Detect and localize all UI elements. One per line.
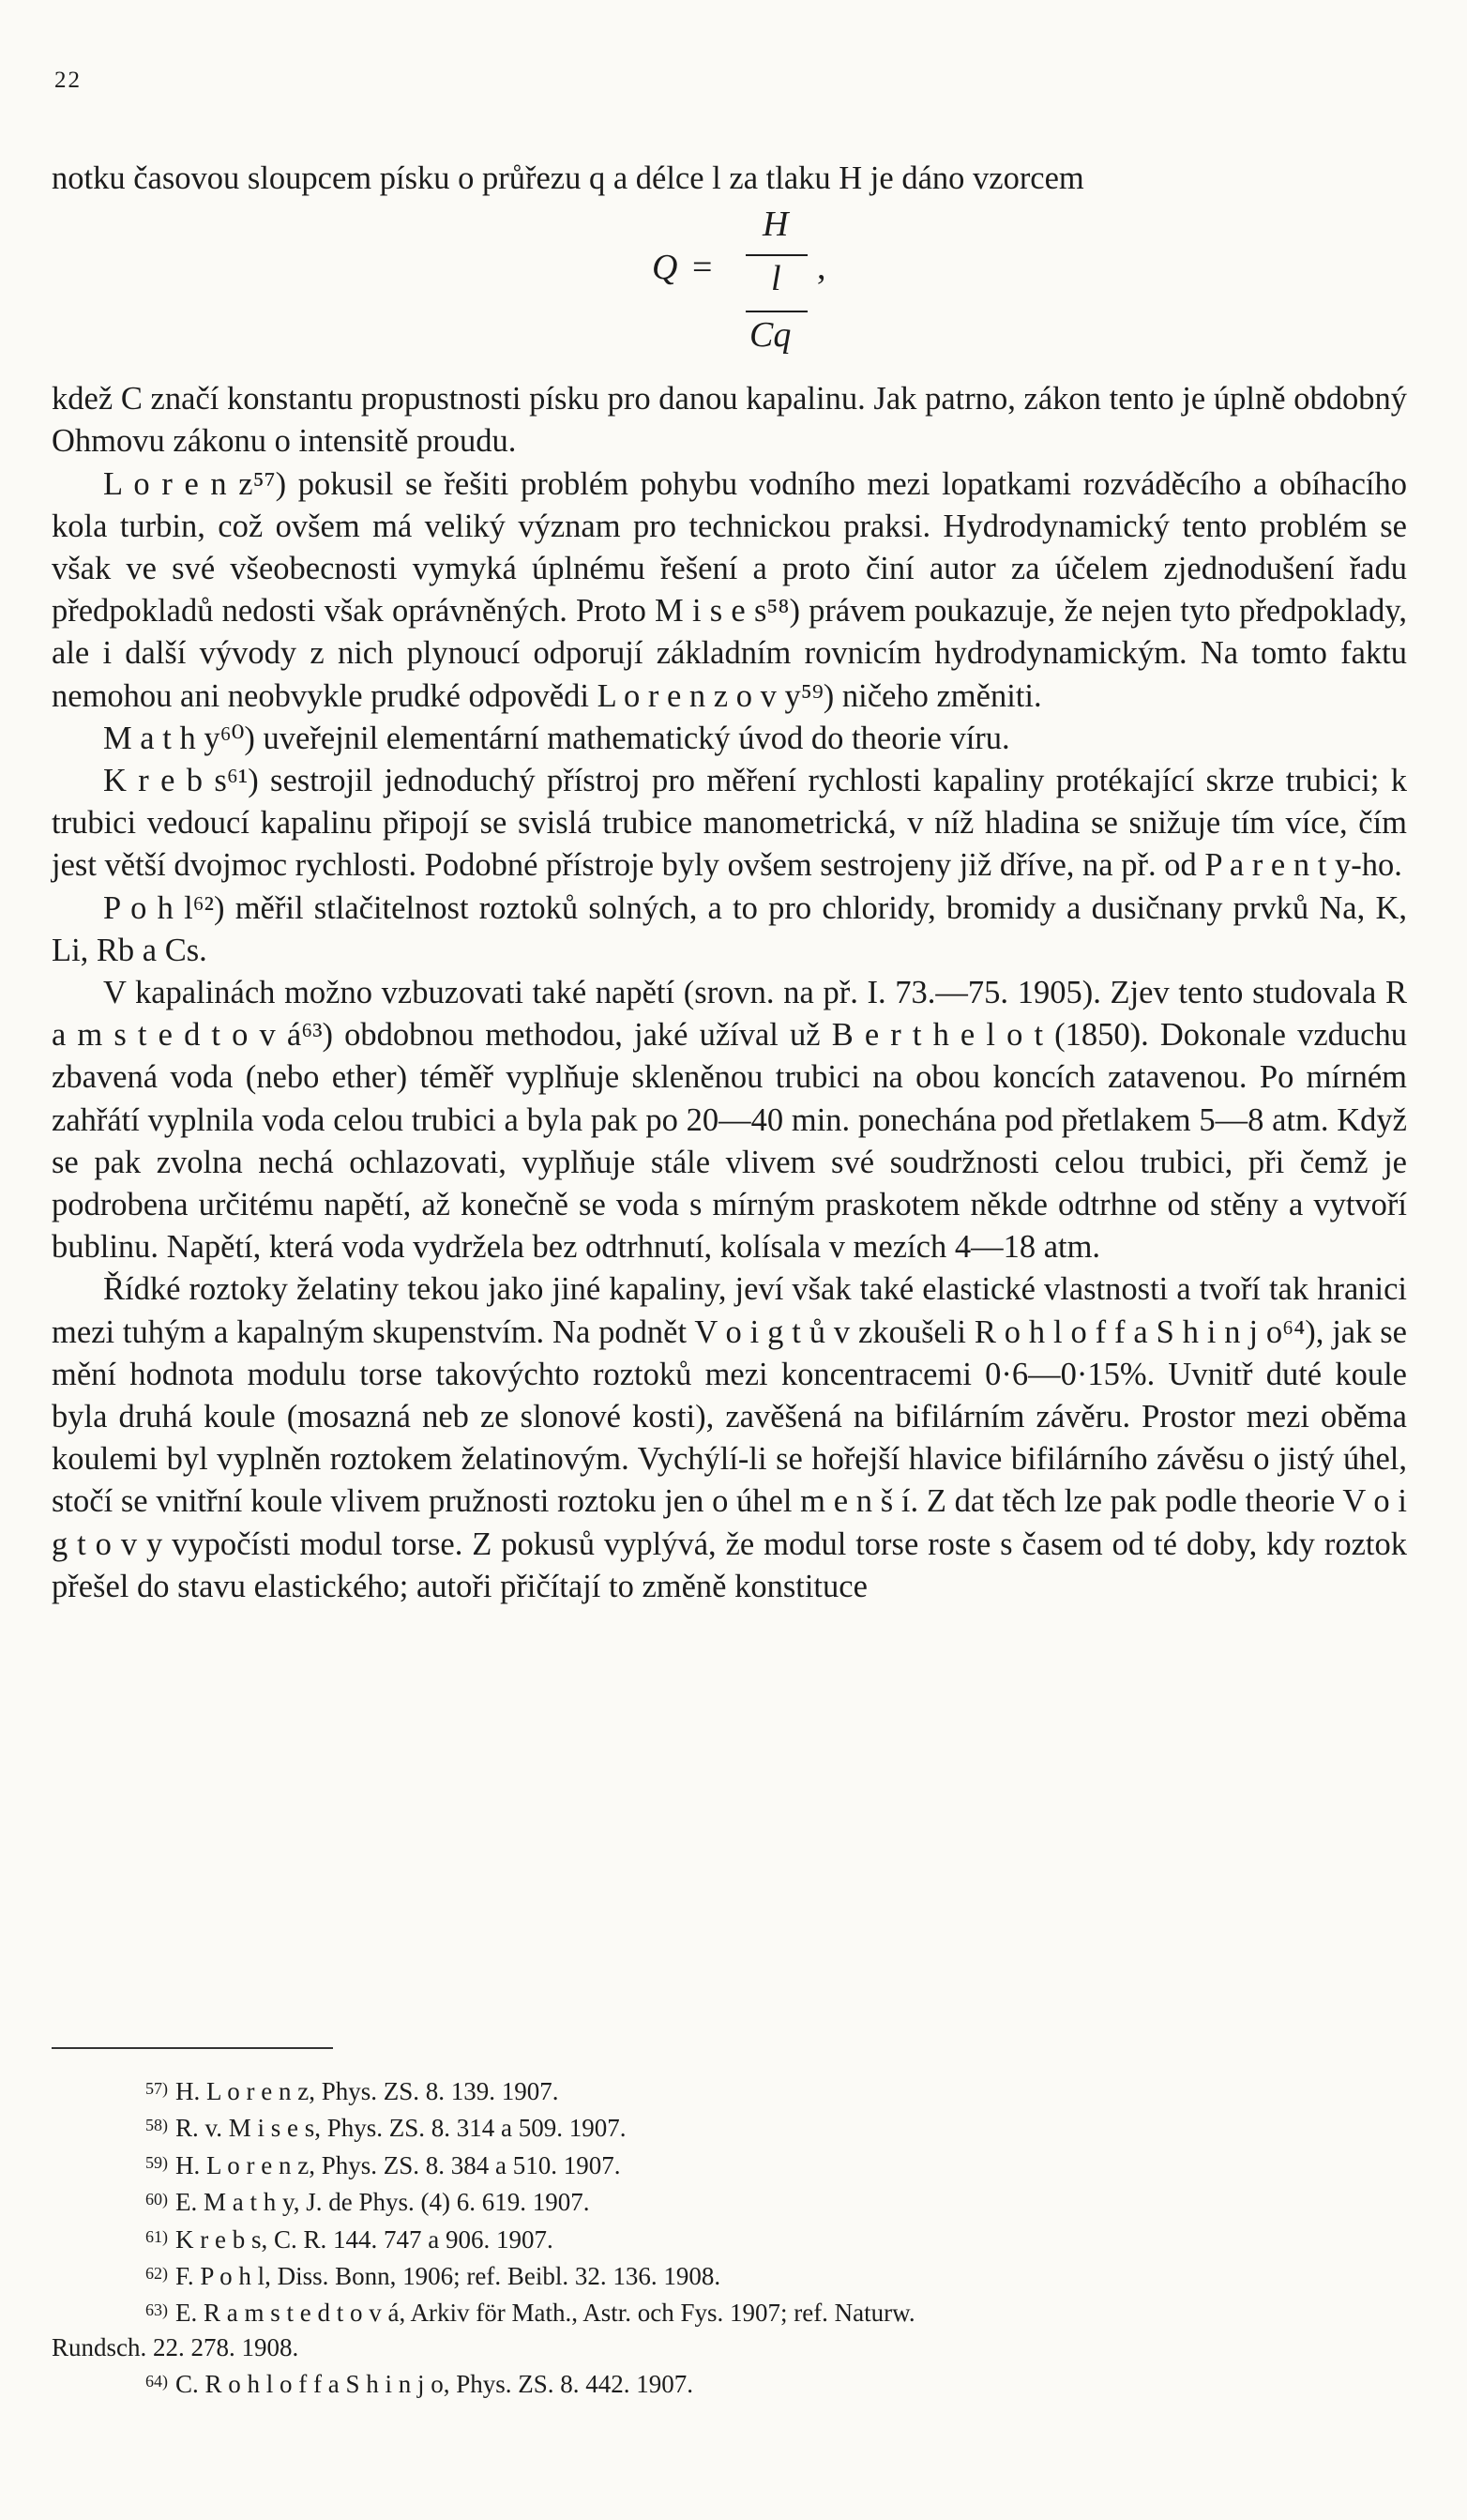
paragraph: K r e b s⁶¹) sestrojil jednoduchý přístroj pro měření rychlosti kapaliny protékající skrze trubici; k trubici vedoucí kapalinu připojí se svislá trubice manometrická, v níž hladina se snižuje tím více, čím jest větší dvojmoc rychlosti. Podobné přístroje byly ovšem sestrojeny již dříve, na př. od P a r e n t y-ho. [52, 763, 1407, 884]
formula [52, 205, 1407, 374]
footnote [52, 2182, 1407, 2219]
formula-denominator-top: l [771, 259, 781, 299]
paragraph: P o h l⁶²) měřil stlačitelnost roztoků solných, a to pro chloridy, bromidy a dusičnany prvků Na, K, Li, Rb a Cs. [52, 889, 1407, 968]
footnote-text: Rundsch. 22. 278. 1908. [52, 2332, 299, 2361]
formula-equals: = [692, 248, 713, 288]
footnote-text: R. v. M i s e s, Phys. ZS. 8. 314 a 509. 1907. [175, 2114, 627, 2143]
footnote-continuation [52, 2330, 1407, 2364]
footnote [52, 2256, 1407, 2293]
paragraph: Řídké roztoky želatiny tekou jako jiné kapaliny, jeví však také elastické vlastnosti a tvoří tak hranici mezi tuhým a kapalným skupenstvím. Na podnět V o i g t ů v zkoušeli R o h l o f f a S h i n j o⁶⁴), jak se mění hodnota modulu torse takovýchto roztoků mezi koncentracemi 0·6—0·15%. Uvnitř duté koule byla druhá koule (mosazná neb ze slonové kosti), zavěšená na bifilárním závěru. Prostor mezi oběma koulemi byl vyplněn roztokem želatinovým. Vychýlí-li se hořejší hlavice bifilárního závěsu o jistý úhel, stočí se vnitřní koule vlivem pružnosti roztoku jen o úhel m e n š í. Z dat těch lze pak podle theorie V o i g t o v y vypočísti modul torse. Z pokusů vyplývá, že modul torse roste s časem od té doby, kdy roztok přešel do stavu elastického; autoři přičítají to změně konstituce [52, 1271, 1407, 1604]
paragraph: V kapalinách možno vzbuzovati také napětí (srovn. na př. I. 73.—75. 1905). Zjev tento studovala R a m s t e d t o v á⁶³) obdobnou methodou, jaké užíval už B e r t h e l o t (1850). Dokonale vzduchu zbavená voda (nebo ether) téměř vyplňuje skleněnou trubici na obou koncích zatavenou. Po mírném zahřátí vyplnila voda celou trubici a byla pak po 20—40 min. ponechána pod přetlakem 5—8 atm. Když se pak zvolna nechá ochlazovati, vyplňuje stále vlivem své soudržnosti celou trubici, při čemž je podrobena určitému napětí, až konečně se voda s mírným praskotem někde odtrhne od stěny a vytvoří bublinu. Napětí, která voda vydržela bez odtrhnutí, kolísala v mezích 4—18 atm. [52, 975, 1407, 1266]
formula-lhs: Q [652, 248, 678, 288]
footnote-text: H. L o r e n z, Phys. ZS. 8. 139. 1907. [175, 2077, 559, 2105]
fraction-bar [746, 311, 808, 312]
body-text [52, 158, 1407, 1608]
footnote-mark: 58) [145, 2116, 168, 2135]
footnote-mark: 59) [145, 2152, 168, 2172]
footnote-text: E. R a m s t e d t o v á, Arkiv för Math., Astr. och Fys. 1907; ref. Naturw. [175, 2299, 915, 2328]
footnote [52, 2220, 1407, 2256]
footnote [52, 2072, 1407, 2108]
footnote-mark: 63) [145, 2300, 168, 2320]
footnote-text: E. M a t h y, J. de Phys. (4) 6. 619. 1907. [175, 2188, 590, 2217]
footnote [52, 2146, 1407, 2182]
footnote [52, 2108, 1407, 2145]
footnote-text: C. R o h l o f f a S h i n j o, Phys. ZS. 8. 442. 1907. [175, 2370, 694, 2399]
footnote [52, 2364, 1407, 2401]
footnote-mark: 60) [145, 2190, 168, 2209]
footnote-mark: 57) [145, 2079, 168, 2098]
intro-paragraph: notku časovou sloupcem písku o průřezu q a délce l za tlaku H je dáno vzorcem [52, 160, 1084, 196]
footnote-divider [52, 2047, 333, 2049]
footnote-text: F. P o h l, Diss. Bonn, 1906; ref. Beibl. 32. 136. 1908. [175, 2262, 721, 2291]
footnote-mark: 62) [145, 2264, 168, 2284]
footnote-text: H. L o r e n z, Phys. ZS. 8. 384 a 510. 1907. [175, 2150, 621, 2179]
formula-denominator-bottom: Cq [749, 315, 792, 356]
page-number: 22 [54, 68, 82, 93]
paragraph: L o r e n z⁵⁷) pokusil se řešiti problém pohybu vodního mezi lopatkami rozváděcího a obíhacího kola turbin, což ovšem má veliký význam pro technickou praksi. Hydrodynamický tento problém se však ve své všeobecnosti vymyká úplnému řešení a proto činí autor za účelem zjednodušení řadu předpokladů nedosti však oprávněných. Proto M i s e s⁵⁸) právem poukazuje, že nejen tyto předpoklady, ale i další vývody z nich plynoucí odporují základním rovnicím hydrodynamickým. Na tomto faktu nemohou ani neobvykle prudké odpovědi L o r e n z o v y⁵⁹) ničeho změniti. [52, 465, 1407, 714]
footnote-mark: 61) [145, 2226, 168, 2246]
formula-numerator: H [763, 205, 789, 245]
footnote-text: K r e b s, C. R. 144. 747 a 906. 1907. [175, 2224, 553, 2254]
paragraph: kdež C značí konstantu propustnosti písku pro danou kapalinu. Jak patrno, zákon tento je úplně obdobný Ohmovu zákonu o intensitě proudu. [52, 381, 1407, 460]
paragraph: M a t h y⁶⁰) uveřejnil elementární mathematický úvod do theorie víru. [103, 720, 1010, 756]
footnotes [52, 2072, 1407, 2402]
footnote [52, 2293, 1407, 2330]
formula-comma: , [817, 248, 826, 288]
footnote-mark: 64) [145, 2372, 168, 2391]
fraction-bar [746, 254, 808, 256]
